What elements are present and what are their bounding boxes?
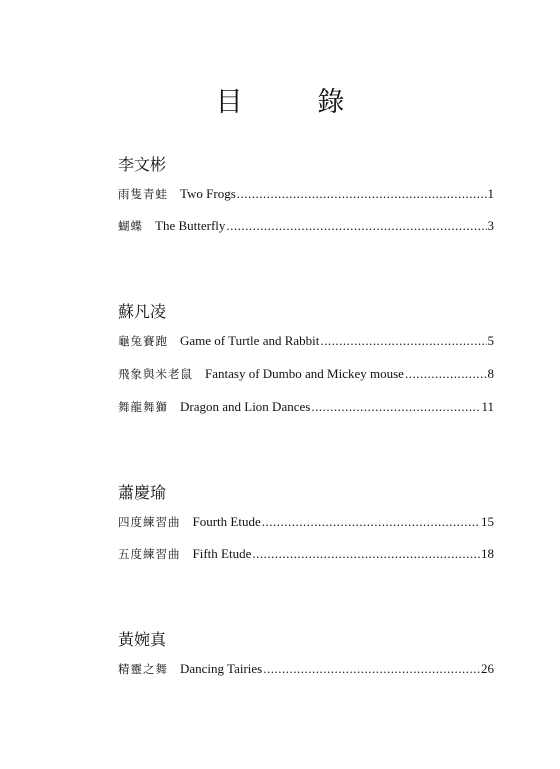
- dot-leader: [311, 399, 480, 415]
- toc-entry[interactable]: [118, 546, 494, 562]
- entry-page-number: 5: [487, 333, 494, 348]
- composer-name: 蘇凡凌: [118, 302, 167, 321]
- entry-page-number: 18: [481, 546, 494, 561]
- entry-english-title: Fourth Etude: [192, 514, 261, 529]
- dot-leader: [226, 218, 486, 234]
- composer-name: 蕭慶瑜: [118, 483, 167, 502]
- entry-chinese-title: 精靈之舞: [118, 662, 168, 676]
- entry-english-title: The Butterfly: [155, 218, 226, 233]
- composer-name: 李文彬: [118, 155, 167, 174]
- entry-chinese-title: 四度練習曲: [118, 515, 181, 529]
- toc-entry[interactable]: [118, 186, 494, 202]
- entry-chinese-title: 五度練習曲: [118, 547, 181, 561]
- dot-leader: [237, 186, 487, 202]
- entry-chinese-title: 飛象與米老鼠: [118, 367, 193, 381]
- toc-entry[interactable]: [118, 333, 494, 349]
- toc-entry[interactable]: [118, 218, 494, 234]
- dot-leader: [405, 366, 487, 382]
- dot-leader: [263, 661, 480, 677]
- toc-entry[interactable]: [118, 661, 494, 677]
- entry-english-title: Dancing Tairies: [180, 661, 263, 676]
- entry-page-number: 15: [481, 514, 494, 529]
- toc-entry[interactable]: [118, 366, 494, 382]
- entry-english-title: Dragon and Lion Dances: [180, 399, 311, 414]
- entry-chinese-title: 龜兔賽跑: [118, 334, 168, 348]
- entry-page-number: 1: [487, 186, 494, 201]
- entry-english-title: Fantasy of Dumbo and Mickey mouse: [205, 366, 404, 381]
- toc-entry[interactable]: [118, 514, 494, 530]
- entry-page-number: 3: [487, 218, 494, 233]
- entry-english-title: Two Frogs: [180, 186, 236, 201]
- entry-page-number: 8: [487, 366, 494, 381]
- entry-chinese-title: 雨隻青蛙: [118, 187, 168, 201]
- dot-leader: [262, 514, 480, 530]
- toc-entry[interactable]: [118, 399, 494, 415]
- entry-page-number: 11: [481, 399, 494, 414]
- dot-leader: [252, 546, 480, 562]
- composer-name: 黃婉真: [118, 630, 167, 649]
- entry-chinese-title: 蝴蝶: [118, 219, 143, 233]
- page-title: 目 錄: [215, 87, 379, 117]
- entry-english-title: Fifth Etude: [192, 546, 252, 561]
- entry-page-number: 26: [481, 661, 494, 676]
- dot-leader: [320, 333, 486, 349]
- entry-chinese-title: 舞龍舞獅: [118, 400, 168, 414]
- entry-english-title: Game of Turtle and Rabbit: [180, 333, 320, 348]
